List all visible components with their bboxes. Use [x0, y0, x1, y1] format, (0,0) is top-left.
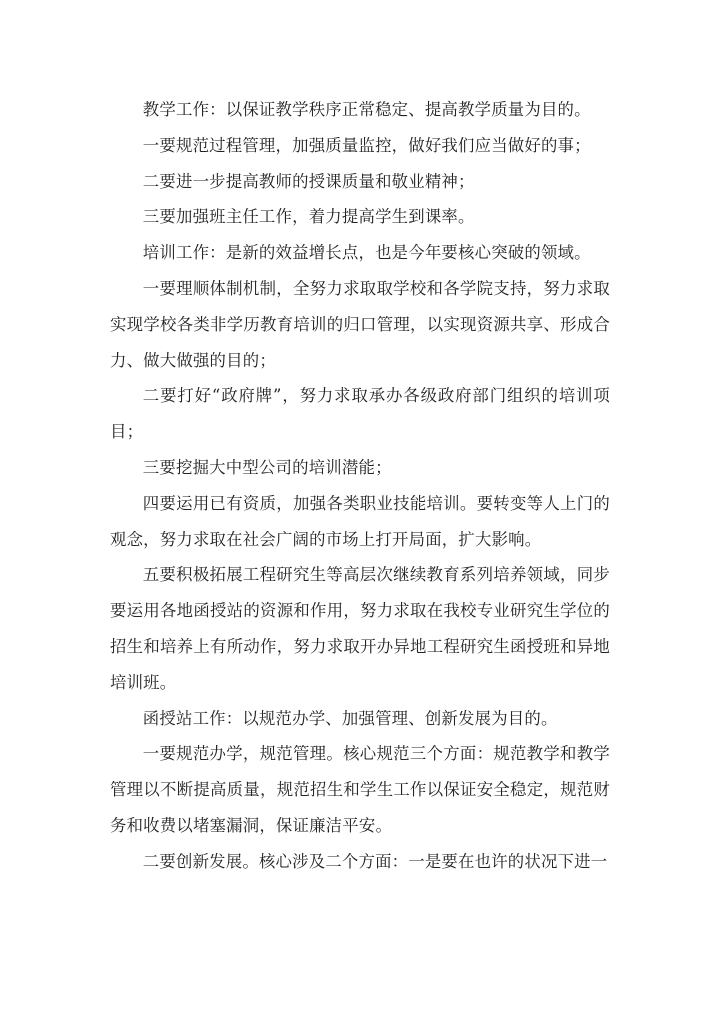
paragraph-training-item-1: 一要理顺体制机制，全努力求取取学校和各学院支持，努力求取实现学校各类非学历教育培训的归口管理，以实现资源共享、形成合力、做大做强的目的； [110, 278, 610, 370]
paragraph-training-item-3: 三要挖掘大中型公司的培训潜能； [142, 457, 392, 477]
paragraph-training-heading: 培训工作：是新的效益增长点，也是今年要核心突破的领域。 [142, 243, 591, 263]
paragraph-teaching-item-1: 一要规范过程管理，加强质量监控，做好我们应当做好的事； [142, 135, 591, 155]
paragraph-training-item-2: 二要打好“政府牌”，努力求取承办各级政府部门组织的培训项目； [110, 386, 610, 442]
document-body [110, 92, 610, 880]
paragraph-training-item-5: 五要积极拓展工程研究生等高层次继续教育系列培养领域，同步要运用各地函授站的资源和作用，努力求取在我校专业研究生学位的招生和培养上有所动作，努力求取开办异地工程研究生函授班和异地培训班。 [110, 565, 610, 692]
paragraph-correspondence-item-2: 二要创新发展。核心涉及二个方面：一是要在也许的状况下进一 [142, 851, 608, 871]
paragraph-teaching-heading: 教学工作：以保证教学秩序正常稳定、提高教学质量为目的。 [142, 100, 591, 119]
paragraph-correspondence-heading: 函授站工作：以规范办学、加强管理、创新发展为目的。 [142, 708, 558, 728]
paragraph-training-item-4: 四要运用已有资质，加强各类职业技能培训。要转变等人上门的观念，努力求取在社会广阔的市场上打开局面，扩大影响。 [110, 493, 610, 549]
paragraph-correspondence-item-1: 一要规范办学，规范管理。核心规范三个方面：规范教学和教学管理以不断提高质量，规范招生和学生工作以保证安全稳定，规范财务和收费以堵塞漏洞，保证廉洁平安。 [110, 744, 610, 835]
paragraph-teaching-item-2: 二要进一步提高教师的授课质量和敬业精神； [142, 171, 475, 191]
paragraph-teaching-item-3: 三要加强班主任工作，着力提高学生到课率。 [142, 207, 475, 227]
